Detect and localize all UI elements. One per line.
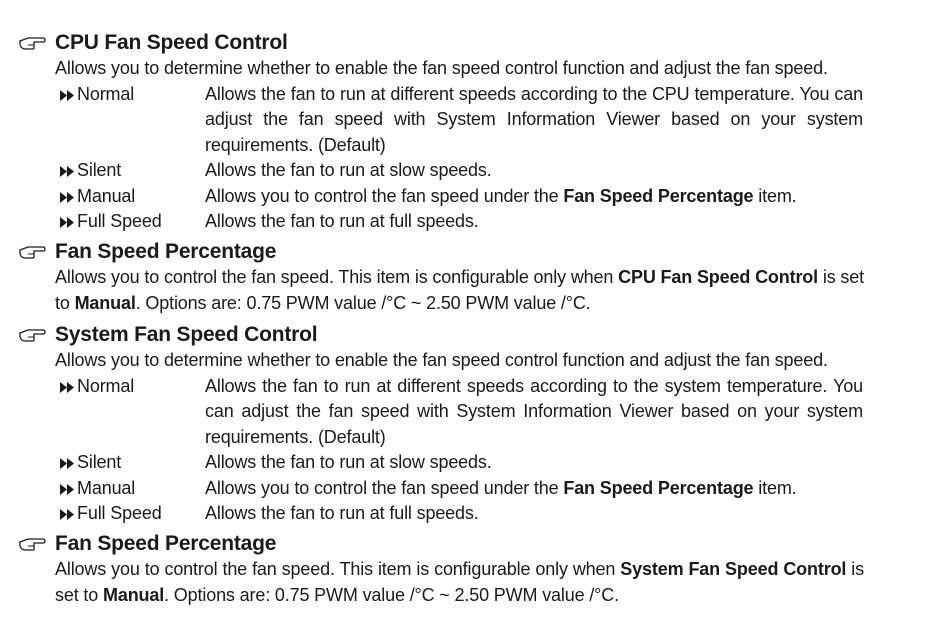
double-arrow-icon [59,382,75,393]
section-description [55,265,864,316]
option-row-full-speed [0,209,939,235]
pointing-hand-icon [18,244,46,260]
option-description-bold: Fan Speed Percentage [563,185,754,206]
option-row-normal [0,82,939,159]
option-label-text: Silent [77,452,122,472]
description-bold: CPU Fan Speed Control [618,267,819,287]
option-description: Allows the fan to run at different speeds according to the system temperature. You can adjust the fan speed with System Information Viewer based on your system requirements. (Default) [205,375,863,447]
option-row-silent [0,158,939,184]
double-arrow-icon [59,217,75,228]
section-title: CPU Fan Speed Control [55,31,288,54]
section-description [55,557,864,608]
description-text: Allows you to control the fan speed. This item is configurable only when [55,559,621,579]
double-arrow-icon [59,192,75,203]
double-arrow-icon [59,509,75,520]
option-label [55,209,205,235]
option-description: Allows the fan to run at full speeds. [205,503,479,523]
option-description [205,476,863,502]
option-description-text: Allows you to control the fan speed under the [205,477,564,498]
option-description: Allows the fan to run at different speeds according to the CPU temperature. You can adjust the fan speed with System Information Viewer based on your system requirements. (Default) [205,83,863,155]
option-row-normal [0,374,939,451]
description-text: . Options are: 0.75 PWM value /°C ~ 2.50 PWM value /°C. [164,584,619,605]
section-heading-row [0,239,939,265]
option-row-silent [0,450,939,476]
option-label [55,476,205,502]
option-label-text: Normal [77,375,135,396]
description-bold: System Fan Speed Control [620,559,847,579]
option-label [55,501,205,527]
option-description: Allows the fan to run at full speeds. [205,211,479,231]
description-text: is set to [55,267,864,313]
option-description-text: Allows you to control the fan speed under the [205,185,564,206]
option-row-manual [0,184,939,210]
option-row-full-speed [0,501,939,527]
section-heading-row [0,531,939,557]
option-label [55,82,205,159]
section-title: Fan Speed Percentage [55,240,277,263]
option-label [55,158,205,184]
section-heading-row [0,322,939,348]
section-heading-row [0,30,939,56]
double-arrow-icon [59,484,75,495]
section-title: Fan Speed Percentage [55,532,277,555]
option-label [55,184,205,210]
section-cpu-fan-speed-percentage [0,239,939,316]
option-label [55,374,205,451]
description-text: Allows you to control the fan speed. This item is configurable only when [55,267,619,287]
description-bold: Manual [102,584,165,605]
option-label-text: Full Speed [77,503,162,523]
pointing-hand-icon [18,35,46,51]
section-title: System Fan Speed Control [55,323,318,346]
option-description-text: item. [753,185,797,206]
option-label-text: Manual [77,185,136,206]
option-row-manual [0,476,939,502]
double-arrow-icon [59,90,75,101]
pointing-hand-icon [18,327,46,343]
option-description-bold: Fan Speed Percentage [563,477,754,498]
option-description-text: item. [753,477,797,498]
option-description: Allows the fan to run at slow speeds. [205,160,492,180]
option-description [205,184,863,210]
section-system-fan-speed-percentage [0,531,939,608]
option-description: Allows the fan to run at slow speeds. [205,452,492,472]
option-label-text: Full Speed [77,211,162,231]
description-text: is set to [55,559,864,605]
section-description: Allows you to determine whether to enable the fan speed control function and adjust the fan speed. [55,350,828,370]
pointing-hand-icon [18,536,46,552]
section-cpu-fan-speed-control [0,30,939,235]
section-system-fan-speed-control [0,322,939,527]
option-label-text: Silent [77,160,122,180]
description-bold: Manual [74,292,136,313]
description-text: . Options are: 0.75 PWM value /°C ~ 2.50 PWM value /°C. [135,292,591,313]
option-label-text: Manual [77,477,136,498]
option-label [55,450,205,476]
option-label-text: Normal [77,83,135,104]
section-description: Allows you to determine whether to enable the fan speed control function and adjust the fan speed. [55,58,828,78]
double-arrow-icon [59,166,75,177]
double-arrow-icon [59,458,75,469]
